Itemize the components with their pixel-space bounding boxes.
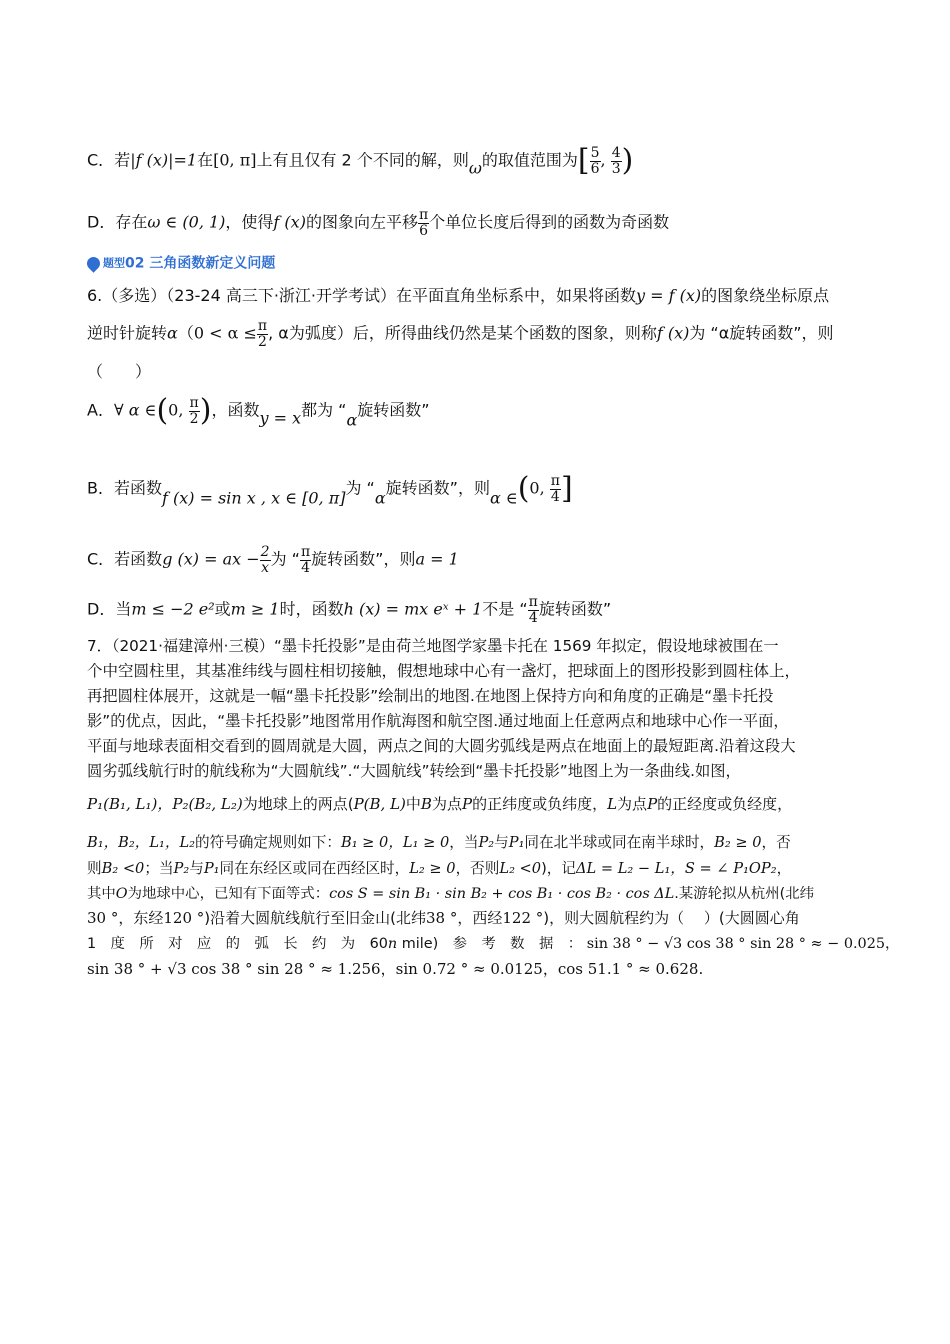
- q6-answer-paren: [87, 360, 867, 384]
- denominator: 6: [590, 160, 600, 177]
- option-label: D．存在: [87, 212, 148, 232]
- right-paren: ): [199, 393, 212, 429]
- text: ，东经: [118, 909, 164, 927]
- math-interval: [0, π]: [213, 150, 257, 170]
- q7-line-6: [87, 759, 867, 783]
- text: 影”的优点，因此，“墨卡托投影”地图常用作航海图和航空图.通过地面上任意两点和地球中心作一平面，: [87, 712, 789, 730]
- math-expression: y = f (x): [636, 286, 702, 305]
- denominator: 3: [611, 160, 621, 177]
- math-expression: ∀ α ∈: [113, 400, 157, 420]
- text: 时，函数: [279, 599, 344, 619]
- text: 其中: [87, 886, 116, 902]
- math-var: P₂: [478, 834, 495, 851]
- option-label: C．若函数: [87, 549, 163, 569]
- text: )沿着大圆航线航行至旧金山(北纬: [204, 909, 426, 927]
- right-paren: ): [621, 143, 634, 179]
- denominator: 4: [550, 488, 560, 505]
- fraction: [590, 146, 601, 176]
- text: 的正经度或负经度，: [657, 795, 793, 813]
- text: ，否: [761, 834, 791, 851]
- math-alpha: α: [346, 410, 358, 430]
- numerator: 2: [260, 544, 270, 560]
- text: 或: [214, 599, 231, 619]
- text: 为地球上的两点(: [242, 795, 354, 813]
- q7-line-8: [87, 831, 867, 855]
- text: 的图象绕坐标原点: [701, 286, 830, 305]
- comma: ,: [600, 150, 611, 170]
- text: )，记: [541, 860, 576, 877]
- section-title: 02 三角函数新定义问题: [125, 255, 276, 272]
- text: 旋转函数”，则: [311, 549, 416, 569]
- math-expression: P₁(B₁, L₁)，P₂(B₂, L₂): [87, 795, 243, 813]
- math-expression: |f (x)|=1: [130, 150, 198, 170]
- text: 都为 “: [301, 400, 347, 420]
- q7-line-12: [87, 932, 900, 956]
- text: mile) 参 考 数 据 ：: [401, 936, 583, 952]
- q6-option-a: [87, 393, 867, 433]
- math-expression: a = 1: [415, 549, 459, 569]
- text: 为 “: [345, 478, 375, 498]
- math-expression: y = x: [259, 408, 302, 428]
- fraction: [257, 319, 268, 349]
- text: 的取值范围为: [481, 150, 578, 170]
- math-var: P₂: [173, 860, 190, 877]
- math-expression: L₂ <0: [499, 860, 542, 877]
- denominator: 6: [419, 222, 429, 239]
- text: 7．（2021·福建漳州·三模）“墨卡托投影”是由荷兰地图学家墨卡托在 1569 年拟定，假设地球被围在一: [87, 637, 779, 655]
- math-var: P₁: [508, 834, 525, 851]
- math-var: P₁: [203, 860, 220, 877]
- math-expression: ΔL = L₂ − L₁，S = ∠ P₁OP₂: [575, 860, 777, 877]
- math-expression: P(B, L): [353, 795, 406, 813]
- text: ，西经: [457, 909, 503, 927]
- fraction: [189, 396, 200, 426]
- math-expression: B₁，B₂，L₁，L₂: [87, 834, 196, 851]
- section-heading: [87, 251, 867, 276]
- text: 平面与地球表面相交看到的圆周就是大圆，两点之间的大圆劣弧线是两点在地面上的最短距离.沿着这段大: [87, 737, 796, 755]
- fraction: [611, 146, 622, 176]
- fraction: [418, 208, 429, 238]
- text: 中: [405, 795, 421, 813]
- math-expression: m ≤ −2 e²: [131, 599, 215, 619]
- math-expression: f (x): [656, 323, 690, 343]
- q6-line-1: [87, 284, 867, 308]
- math-var: P: [647, 795, 658, 813]
- text: 旋转函数”，则: [385, 478, 490, 498]
- text: 与: [189, 860, 204, 877]
- location-pin-icon: [84, 254, 102, 272]
- fraction: [550, 474, 561, 504]
- text: 的图象向左平移: [305, 212, 418, 232]
- math-alpha: α: [167, 323, 178, 343]
- option-c-q5: [87, 143, 867, 181]
- q6-line-2: [87, 319, 867, 349]
- text: 为 “α旋转函数”，则: [689, 323, 834, 343]
- text: , α为弧度）后，所得曲线仍然是某个函数的图象，则称: [268, 323, 657, 343]
- numerator: π: [418, 207, 429, 223]
- text: ，函数: [211, 400, 260, 420]
- math-expression: g (x) = ax −: [162, 549, 260, 569]
- q7-line-1: [87, 634, 867, 658]
- q7-line-10: [87, 882, 867, 906]
- q7-line-2: [87, 659, 867, 683]
- text: 旋转函数”: [357, 400, 430, 420]
- text: ，: [885, 936, 900, 952]
- q7-line-7: [87, 792, 867, 816]
- math-alpha: α: [374, 488, 386, 508]
- text: 不是 “: [482, 599, 528, 619]
- math-expression: f (x): [273, 212, 306, 232]
- right-bracket: ]: [560, 471, 573, 507]
- math-var: O: [115, 886, 128, 902]
- denominator: 4: [528, 609, 538, 626]
- math-expression: ω ∈ (0, 1): [147, 212, 226, 232]
- math-expression: α ∈: [489, 488, 518, 508]
- math-expression: 120 °: [163, 909, 205, 927]
- q7-line-5: [87, 734, 867, 758]
- math-expression: 122 °: [502, 909, 544, 927]
- denominator: 2: [189, 410, 199, 427]
- text: 同在东经区或同在西经区时，: [219, 860, 410, 877]
- text: ；当: [144, 860, 174, 877]
- option-label: A．: [87, 400, 114, 420]
- q7-line-9: [87, 857, 867, 881]
- text: 为点: [617, 795, 648, 813]
- zero: 0,: [168, 400, 189, 420]
- math-expression: sin 0.72 ° ≈ 0.0125: [395, 960, 543, 978]
- math-expression: L₂ ≥ 0: [409, 860, 456, 877]
- answer-blank: （ ）: [87, 362, 152, 381]
- q6-option-b: [87, 471, 867, 511]
- q6-option-c: [87, 545, 867, 575]
- text: 旋转函数”: [538, 599, 612, 619]
- math-expression: sin 38 ° − √3 cos 38 ° sin 28 ° ≈ − 0.025: [586, 936, 886, 952]
- q7-line-4: [87, 709, 867, 733]
- text: 再把圆柱体展开，这就是一幅“墨卡托投影”绘制出的地图.在地图上保持方向和角度的正确是“墨卡托投: [87, 687, 774, 705]
- text: 圆劣弧线航行时的航线称为“大圆航线”.“大圆航线”转绘到“墨卡托投影”地图上为一条曲线.如图，: [87, 762, 741, 780]
- text: 为地球中心，已知有下面等式：: [127, 886, 330, 902]
- text: 6.（多选）（23-24 高三下·浙江·开学考试）在平面直角坐标系中，如果将函数: [87, 286, 637, 305]
- numerator: π: [528, 594, 538, 610]
- math-var: B: [420, 795, 432, 813]
- q7-line-11: [87, 906, 867, 930]
- option-label: D．当: [87, 599, 132, 619]
- text: .某游轮拟从杭州(北纬: [674, 886, 814, 902]
- fraction: [300, 545, 311, 575]
- left-paren: (: [156, 393, 169, 429]
- math-expression: 38 °: [426, 909, 458, 927]
- numerator: π: [300, 544, 311, 560]
- numerator: π: [257, 318, 268, 334]
- numerator: π: [550, 473, 560, 489]
- text: 的符号确定规则如下：: [195, 834, 341, 851]
- math-expression: m ≥ 1: [230, 599, 280, 619]
- text: ，否则: [455, 860, 500, 877]
- fraction: [260, 545, 271, 575]
- section-prefix: 题型: [103, 256, 125, 270]
- option-label: B．若函数: [87, 478, 162, 498]
- text: 则: [87, 860, 102, 877]
- math-omega: ω: [468, 158, 482, 178]
- math-expression: B₂ ≥ 0: [714, 834, 762, 851]
- left-bracket: [: [577, 143, 590, 179]
- option-label: C．: [87, 150, 115, 170]
- math-expression: f (x) = sin x , x ∈ [0, π]: [161, 488, 346, 508]
- numerator: 5: [590, 145, 600, 161]
- text: ，: [380, 960, 396, 978]
- text: 在: [197, 150, 214, 170]
- q7-line-13: [87, 957, 867, 981]
- text: ，: [776, 860, 792, 877]
- math-var: n: [387, 936, 398, 952]
- math-var: L: [607, 795, 618, 813]
- text: ，使得: [225, 212, 274, 232]
- zero: 0,: [529, 478, 550, 498]
- text: 若: [114, 150, 131, 170]
- denominator: 4: [301, 559, 311, 576]
- numerator: π: [189, 395, 199, 411]
- math-expression: h (x) = mx eˣ + 1: [343, 599, 483, 619]
- text: 逆时针旋转: [87, 323, 168, 343]
- text: 为点: [431, 795, 462, 813]
- text: 同在北半球或同在南半球时，: [524, 834, 715, 851]
- denominator: 2: [258, 333, 267, 350]
- text: 与: [494, 834, 509, 851]
- text: 个单位长度后得到的函数为奇函数: [429, 212, 670, 232]
- text: 为 “: [270, 549, 300, 569]
- text: )，则大圆航程约为（ ）(大圆圆心角: [543, 909, 800, 927]
- math-expression: B₂ <0: [101, 860, 145, 877]
- math-var: P: [461, 795, 473, 813]
- q7-line-3: [87, 684, 867, 708]
- text: ，当: [449, 834, 479, 851]
- math-expression: cos 51.1 ° ≈ 0.628.: [557, 960, 704, 978]
- left-paren: (: [517, 471, 530, 507]
- text: 上有且仅有 2 个不同的解，则: [256, 150, 469, 170]
- fraction: [528, 595, 539, 625]
- q6-option-d: [87, 595, 867, 625]
- math-expression: 30 °: [87, 909, 119, 927]
- numerator: 4: [611, 145, 621, 161]
- option-d-q5: [87, 208, 867, 238]
- text: 的正纬度或负纬度，: [472, 795, 608, 813]
- math-expression: B₁ ≥ 0，L₁ ≥ 0: [340, 834, 450, 851]
- text: ，: [542, 960, 558, 978]
- text: 1 度 所 对 应 的 弧 长 约 为 60: [87, 936, 388, 952]
- text: 个中空圆柱里，其基准纬线与圆柱相切接触，假想地球中心有一盏灯，把球面上的图形投影到圆柱体上，: [87, 662, 801, 680]
- math-expression: （0 < α ≤: [177, 323, 257, 343]
- math-expression: cos S = sin B₁ · sin B₂ + cos B₁ · cos B₂ · cos ΔL: [329, 886, 675, 902]
- denominator: x: [261, 559, 270, 576]
- math-expression: sin 38 ° + √3 cos 38 ° sin 28 ° ≈ 1.256: [87, 960, 381, 978]
